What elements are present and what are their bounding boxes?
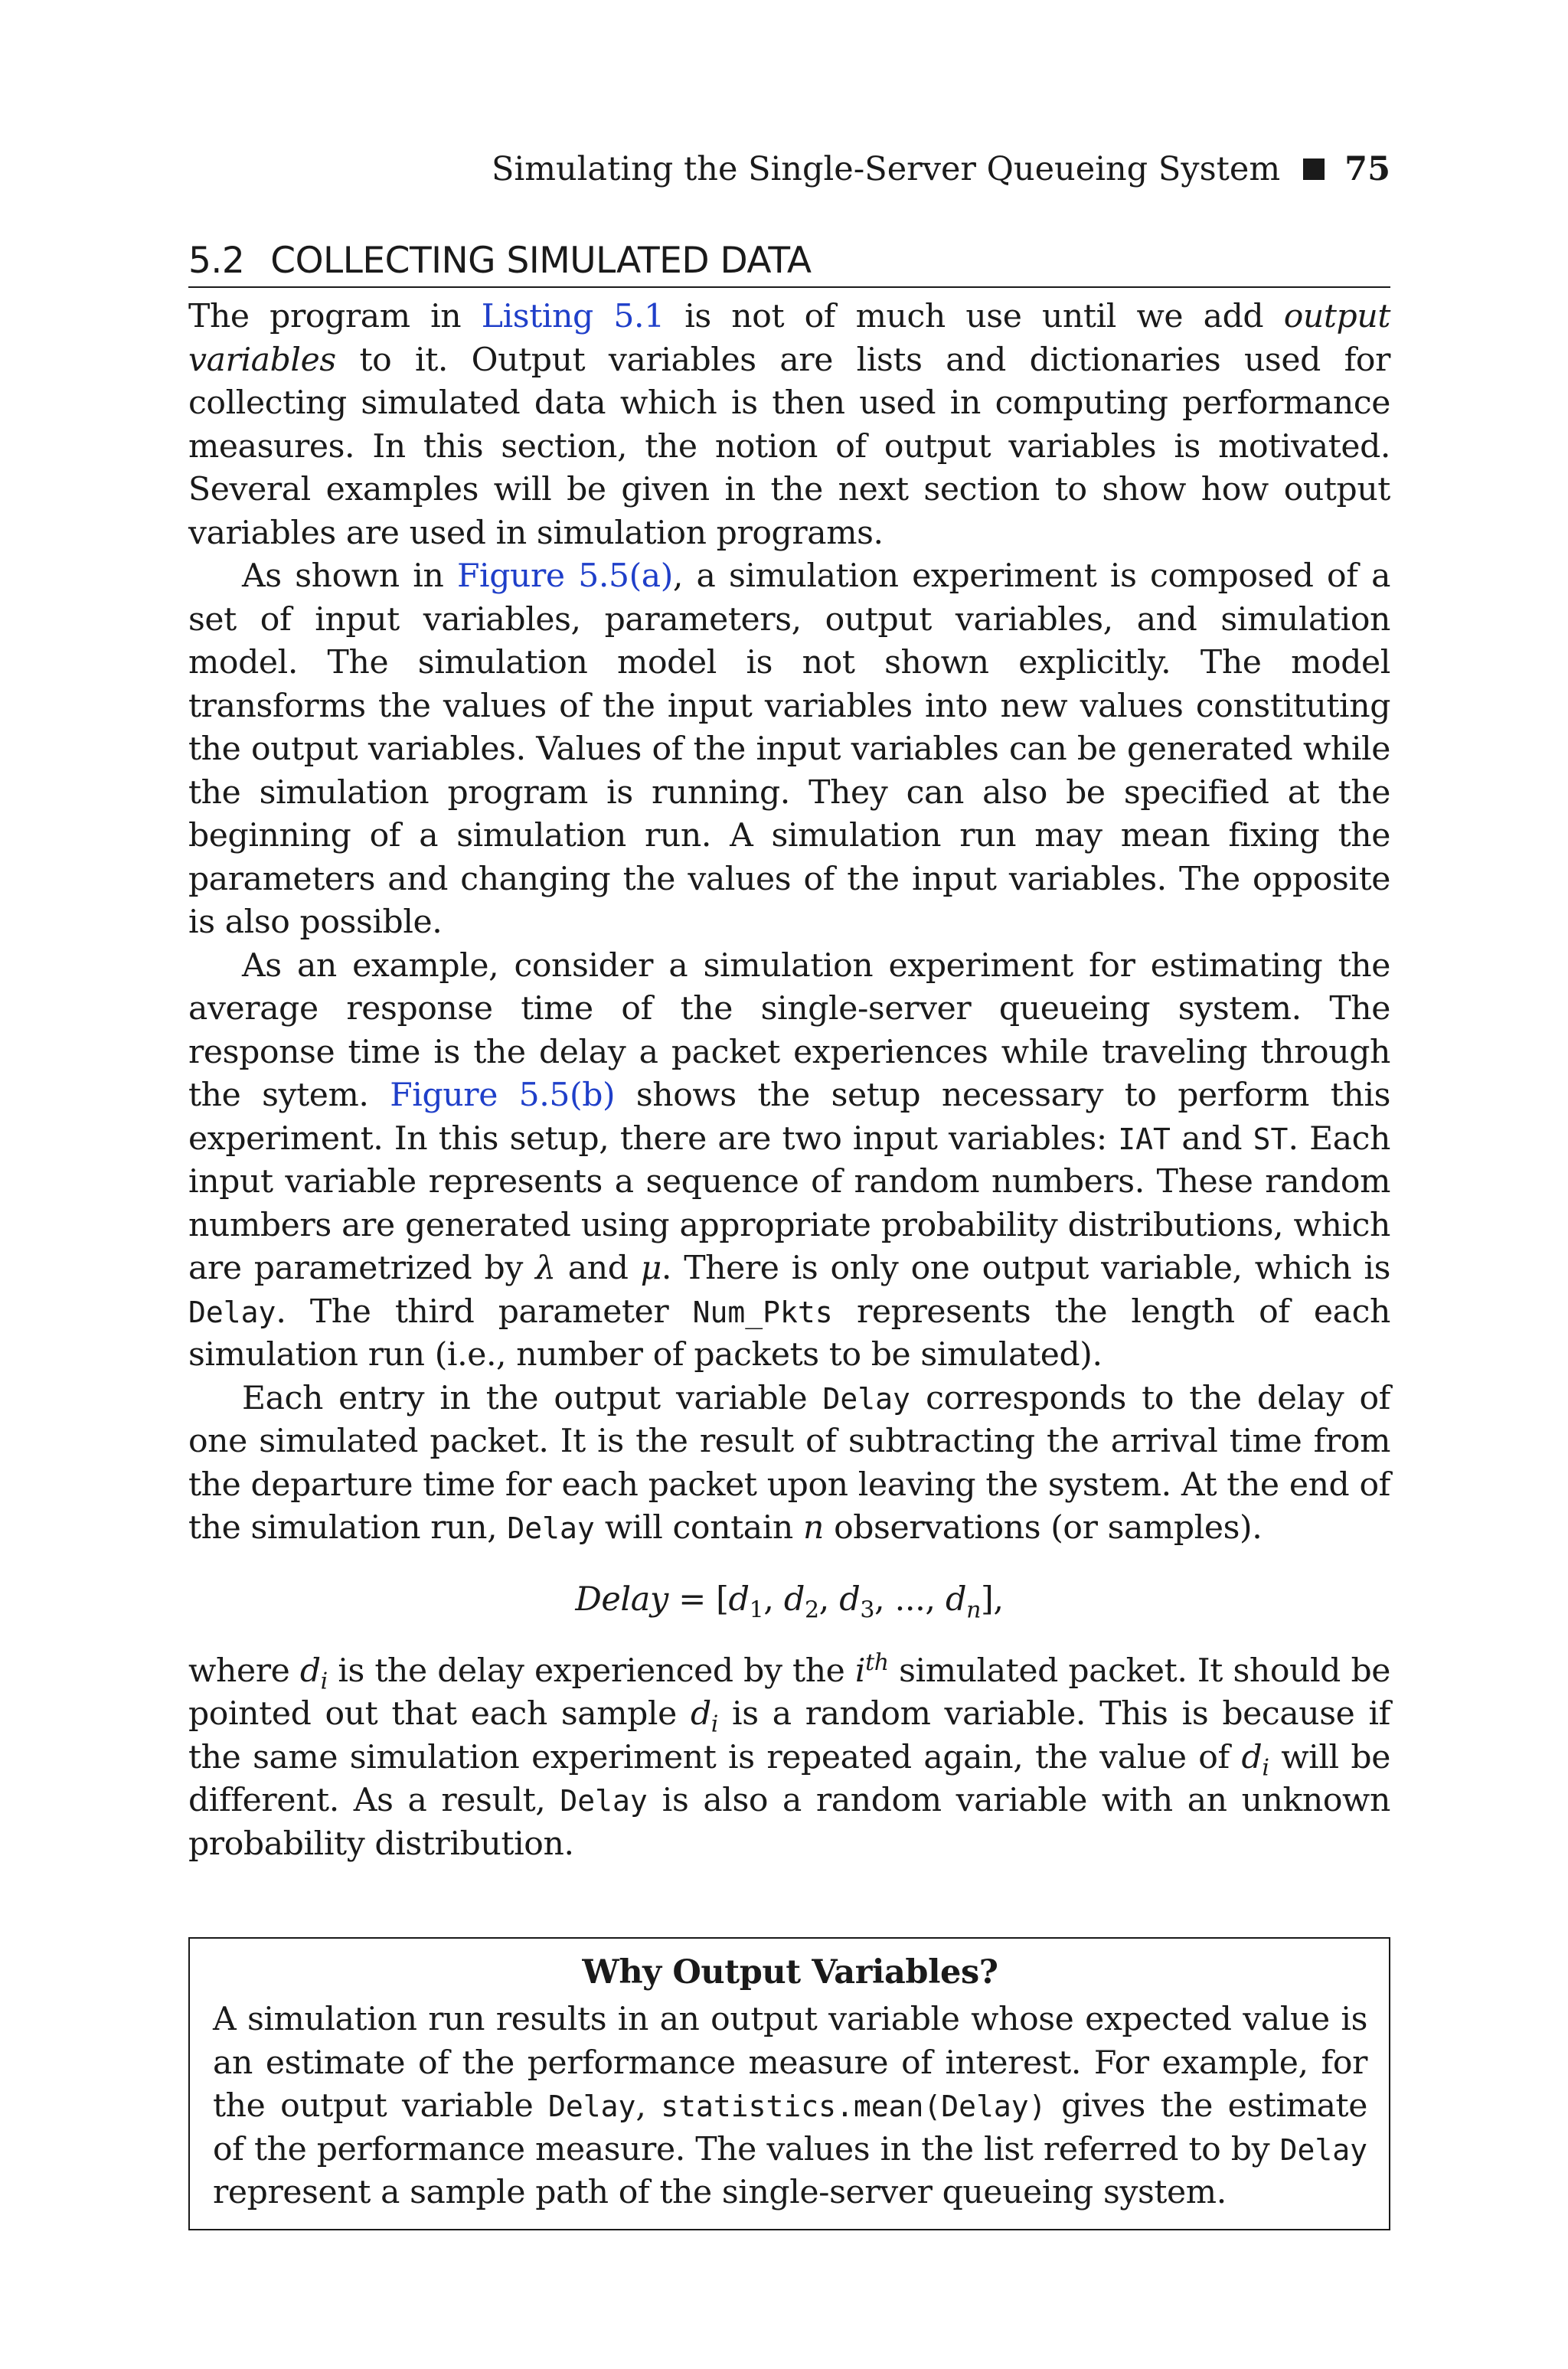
paragraph-2: As shown in Figure 5.5(a), a simulation experiment is composed of a set of input variables, parameters, output variables, and simulation model. The simulation model is not shown explicitly. The model transforms the values of the input variables into new values constituting the output variables. Values of the input variables can be generated while the simulation program is running. They can also be specified at the beginning of a simulation run. A simulation run may mean fixing the parameters and changing the values of the input variables. The opposite is also possible. — [188, 557, 1391, 941]
box-paragraph: A simulation run results in an output variable whose expected value is an estimate of the performance measure of interest. For example, for the output variable Delay, statistics.mean(Delay) gives the estimate of the performance measure. The values in the list referred to by Delay represent a sample path of the single-server queueing system. — [213, 2001, 1367, 2211]
code-iat: IAT — [1118, 1122, 1171, 1156]
running-title: Simulating the Single-Server Queueing System — [492, 150, 1281, 188]
square-bullet-icon — [1303, 158, 1325, 180]
body-text — [188, 296, 1390, 1866]
page — [188, 142, 1390, 2230]
section-title: COLLECTING SIMULATED DATA — [270, 240, 812, 282]
paragraph-3: As an example, consider a simulation experiment for estimating the average response time of the single-server queueing system. The response time is the delay a packet experiences while traveling through the sytem. Figure 5.5(b) shows the setup necessary to perform this experiment. In this setup, there are two input variables: IAT and ST. Each input variable represents a sequence of random numbers. These random numbers are generated using appropriate probability distributions, which are parametrized by λ and μ. There is only one output variable, which is Delay. The third parameter Num_Pkts represents the length of each simulation run (i.e., number of packets to be simulated). — [188, 946, 1391, 1374]
code-delay: Delay — [507, 1511, 595, 1545]
emphasis: output variables — [188, 298, 1390, 379]
paragraph-4: Each entry in the output variable Delay corresponds to the delay of one simulated packet. It is the result of subtracting the arrival time from the departure time for each packet upon leaving the system. At the end of the simulation run, Delay will contain n observations (or samples). — [188, 1379, 1390, 1547]
page-number: 75 — [1344, 150, 1390, 188]
box-title: Why Output Variables? — [582, 1953, 998, 1992]
figure-link[interactable]: Figure 5.5(b) — [390, 1077, 616, 1114]
section-heading — [188, 237, 1390, 288]
math-n: n — [802, 1509, 824, 1547]
code-delay: Delay — [1279, 2132, 1367, 2167]
sidebar-box — [188, 1937, 1390, 2230]
paragraph-5: where $d_i$ is the delay experienced by the $i^{th}$ simulated packet. It should be pointed out that each sample $d_i$ is a random variable. This is because if the same simulation experiment is repeated again, the value of $d_i$ will be different. As a result, Delay is also a random variable with an unknown probability distribution. — [188, 1648, 1391, 1863]
equation-delay: Delay = [$d_1$, $d_2$, $d_3$, ..., $d_n$], — [575, 1580, 1004, 1624]
paragraph-1: The program in Listing 5.1 is not of much use until we add output variables to it. Output variables are lists and dictionaries used for collecting simulated data which is then used in computing performance measures. In this section, the notion of output variables is motivated. Several examples will be given in the next section to show how output variables are used in simulation programs. — [188, 298, 1390, 552]
code-delay: Delay — [548, 2090, 636, 2123]
listing-link[interactable]: Listing 5.1 — [481, 298, 665, 335]
code-num-pkts: Num_Pkts — [692, 1295, 833, 1329]
code-delay: Delay — [188, 1295, 276, 1329]
code-delay: Delay — [560, 1784, 648, 1818]
running-header — [188, 142, 1390, 196]
code-delay: Delay — [822, 1381, 910, 1416]
code-st: ST — [1253, 1122, 1289, 1156]
figure-link[interactable]: Figure 5.5(a) — [456, 557, 673, 595]
math-lambda: λ — [535, 1250, 556, 1287]
math-mu: μ — [640, 1250, 662, 1287]
section-number: 5.2 — [188, 240, 245, 282]
code-statistics-mean: statistics.mean(Delay) — [661, 2090, 1047, 2123]
